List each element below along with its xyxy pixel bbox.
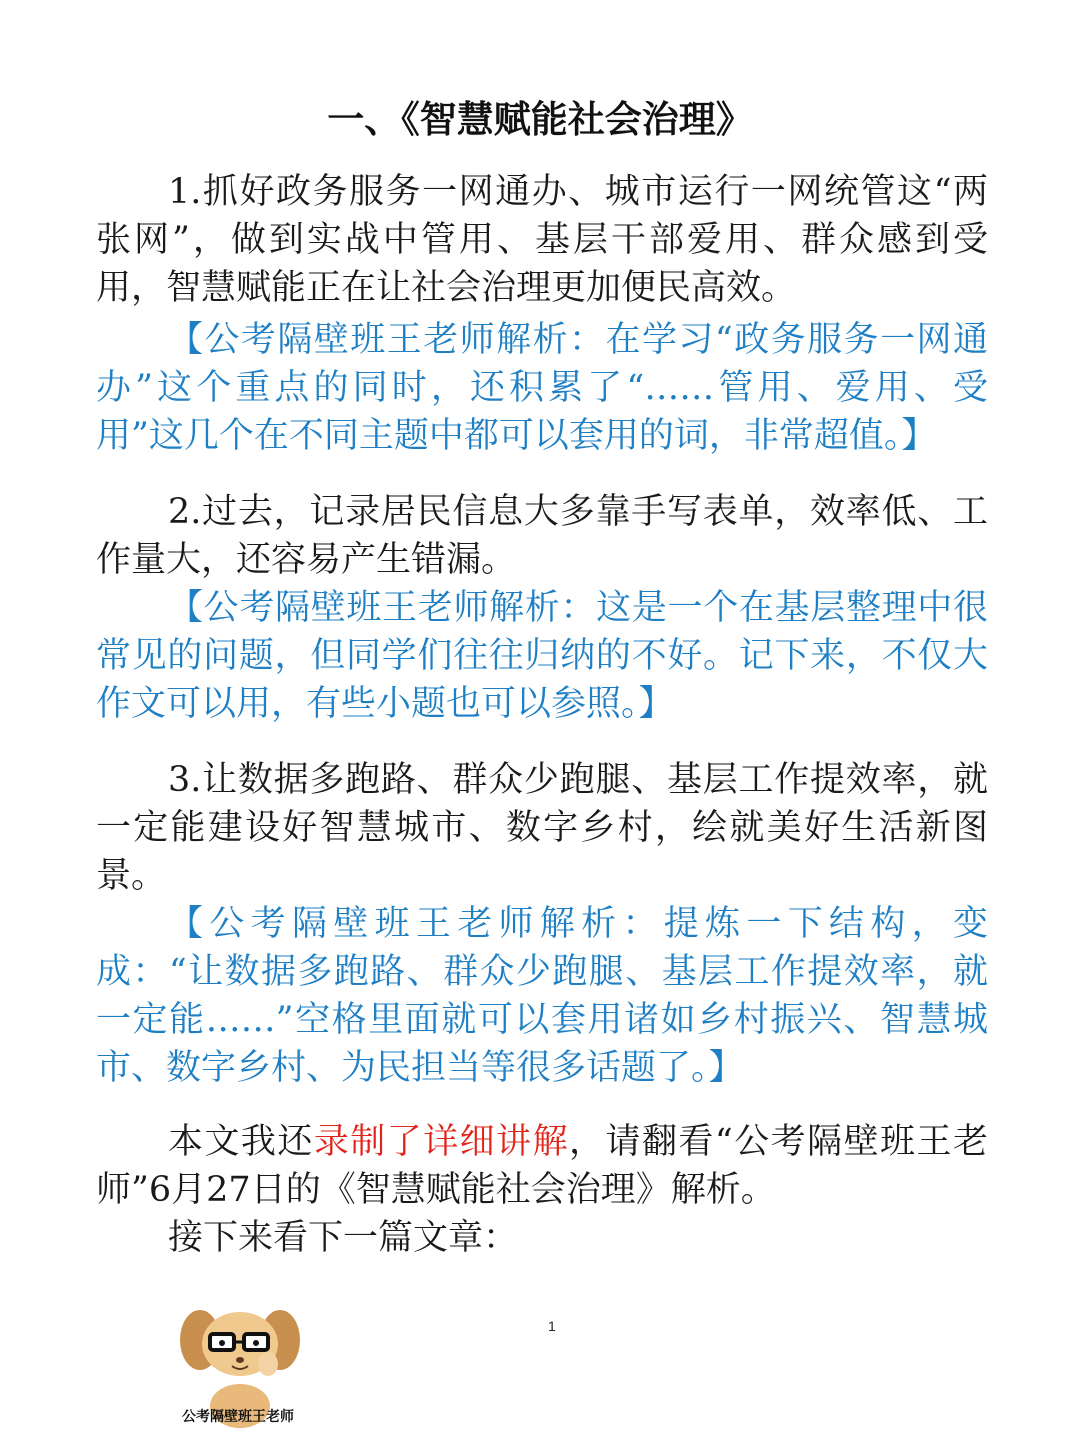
point-2-analysis: 【公考隔壁班王老师解析：这是一个在基层整理中很常见的问题，但同学们往往归纳的不好。记下来，不仅大作文可以用，有些小题也可以参照。】 xyxy=(96,588,988,724)
logo-caption: 公考隔壁班王老师 xyxy=(182,1409,294,1425)
closing-text-before: 本文我还 xyxy=(168,1122,314,1162)
point-2-text: 2.过去，记录居民信息大多靠手写表单，效率低、工作量大，还容易产生错漏。 xyxy=(96,492,988,580)
article-title: 一、《智慧赋能社会治理》 xyxy=(327,98,753,141)
point-1-text: 1.抓好政务服务一网通办、城市运行一网统管这“两张网”，做到实战中管用、基层干部爱用、群众感到受用，智慧赋能正在让社会治理更加便民高效。 xyxy=(96,172,988,308)
next-article-line: 接下来看下一篇文章： xyxy=(168,1218,519,1258)
page-number: 1 xyxy=(548,1318,556,1334)
closing-text-after: ，请翻看“公考隔壁班王老师”6月27日的《智慧赋能社会治理》解析。 xyxy=(96,1122,988,1210)
point-3-text: 3.让数据多跑路、群众少跑腿、基层工作提效率，就一定能建设好智慧城市、数字乡村，绘就美好生活新图景。 xyxy=(96,760,988,896)
point-3-analysis: 【公考隔壁班王老师解析：提炼一下结构，变成：“让数据多跑路、群众少跑腿、基层工作提效率，就一定能……”空格里面就可以套用诸如乡村振兴、智慧城市、数字乡村、为民担当等很多话题了。】 xyxy=(96,904,988,1088)
point-1-analysis: 【公考隔壁班王老师解析：在学习“政务服务一网通办”这个重点的同时，还积累了“……管用、爱用、受用”这几个在不同主题中都可以套用的词，非常超值。】 xyxy=(96,320,988,456)
closing-highlight: 录制了详细讲解 xyxy=(313,1122,570,1162)
closing-paragraph xyxy=(96,1118,988,1214)
